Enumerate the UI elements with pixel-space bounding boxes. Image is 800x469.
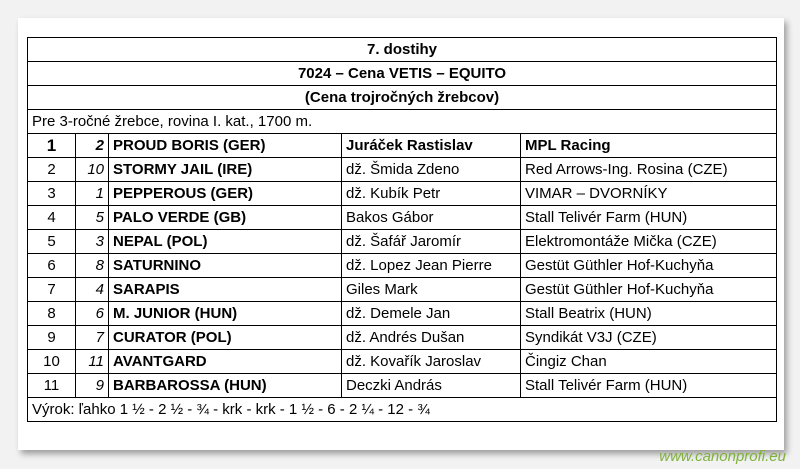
result-row <box>28 278 777 302</box>
finish-place: 11 <box>28 374 76 398</box>
result-row <box>28 158 777 182</box>
finish-place: 1 <box>28 134 76 158</box>
jockey-name: Juráček Rastislav <box>342 134 521 158</box>
start-number: 11 <box>76 350 109 374</box>
owner-name: Gestüt Güthler Hof-Kuchyňa <box>521 254 777 278</box>
owner-name: Stall Telivér Farm (HUN) <box>521 374 777 398</box>
result-row <box>28 374 777 398</box>
start-number: 3 <box>76 230 109 254</box>
horse-name: AVANTGARD <box>109 350 342 374</box>
jockey-name: Bakos Gábor <box>342 206 521 230</box>
horse-name: STORMY JAIL (IRE) <box>109 158 342 182</box>
finish-place: 7 <box>28 278 76 302</box>
finish-place: 6 <box>28 254 76 278</box>
results-card <box>18 18 784 450</box>
start-number: 7 <box>76 326 109 350</box>
jockey-name: Giles Mark <box>342 278 521 302</box>
result-row <box>28 230 777 254</box>
jockey-name: dž. Lopez Jean Pierre <box>342 254 521 278</box>
owner-name: VIMAR – DVORNÍKY <box>521 182 777 206</box>
finish-place: 5 <box>28 230 76 254</box>
start-number: 9 <box>76 374 109 398</box>
start-number: 10 <box>76 158 109 182</box>
result-row <box>28 206 777 230</box>
owner-name: Stall Telivér Farm (HUN) <box>521 206 777 230</box>
watermark: www.canonprofi.eu <box>659 448 786 465</box>
finish-place: 8 <box>28 302 76 326</box>
race-conditions: Pre 3-ročné žrebce, rovina I. kat., 1700 m. <box>28 110 777 134</box>
start-number: 8 <box>76 254 109 278</box>
jockey-name: dž. Kovařík Jaroslav <box>342 350 521 374</box>
horse-name: M. JUNIOR (HUN) <box>109 302 342 326</box>
finish-place: 9 <box>28 326 76 350</box>
finish-place: 4 <box>28 206 76 230</box>
start-number: 2 <box>76 134 109 158</box>
start-number: 5 <box>76 206 109 230</box>
horse-name: PROUD BORIS (GER) <box>109 134 342 158</box>
start-number: 4 <box>76 278 109 302</box>
finish-place: 3 <box>28 182 76 206</box>
owner-name: Čingiz Chan <box>521 350 777 374</box>
start-number: 6 <box>76 302 109 326</box>
jockey-name: Deczki András <box>342 374 521 398</box>
owner-name: Syndikát V3J (CZE) <box>521 326 777 350</box>
owner-name: Stall Beatrix (HUN) <box>521 302 777 326</box>
race-results-table <box>27 37 777 422</box>
horse-name: SARAPIS <box>109 278 342 302</box>
result-row <box>28 350 777 374</box>
horse-name: PEPPEROUS (GER) <box>109 182 342 206</box>
finish-place: 2 <box>28 158 76 182</box>
horse-name: SATURNINO <box>109 254 342 278</box>
race-margins: Výrok: ľahko 1 ½ - 2 ½ - ¾ - krk - krk - 1 ½ - 6 - 2 ¼ - 12 - ¾ <box>28 398 777 422</box>
race-title: 7024 – Cena VETIS – EQUITO <box>28 62 777 86</box>
horse-name: CURATOR (POL) <box>109 326 342 350</box>
result-row <box>28 254 777 278</box>
owner-name: Red Arrows-Ing. Rosina (CZE) <box>521 158 777 182</box>
race-header: 7. dostihy <box>28 38 777 62</box>
jockey-name: dž. Andrés Dušan <box>342 326 521 350</box>
jockey-name: dž. Šafář Jaromír <box>342 230 521 254</box>
horse-name: PALO VERDE (GB) <box>109 206 342 230</box>
finish-place: 10 <box>28 350 76 374</box>
result-row <box>28 182 777 206</box>
jockey-name: dž. Demele Jan <box>342 302 521 326</box>
result-row <box>28 134 777 158</box>
horse-name: NEPAL (POL) <box>109 230 342 254</box>
owner-name: Elektromontáže Mička (CZE) <box>521 230 777 254</box>
horse-name: BARBAROSSA (HUN) <box>109 374 342 398</box>
result-row <box>28 326 777 350</box>
jockey-name: dž. Šmida Zdeno <box>342 158 521 182</box>
owner-name: MPL Racing <box>521 134 777 158</box>
jockey-name: dž. Kubík Petr <box>342 182 521 206</box>
race-subtitle: (Cena trojročných žrebcov) <box>28 86 777 110</box>
start-number: 1 <box>76 182 109 206</box>
owner-name: Gestüt Güthler Hof-Kuchyňa <box>521 278 777 302</box>
result-row <box>28 302 777 326</box>
